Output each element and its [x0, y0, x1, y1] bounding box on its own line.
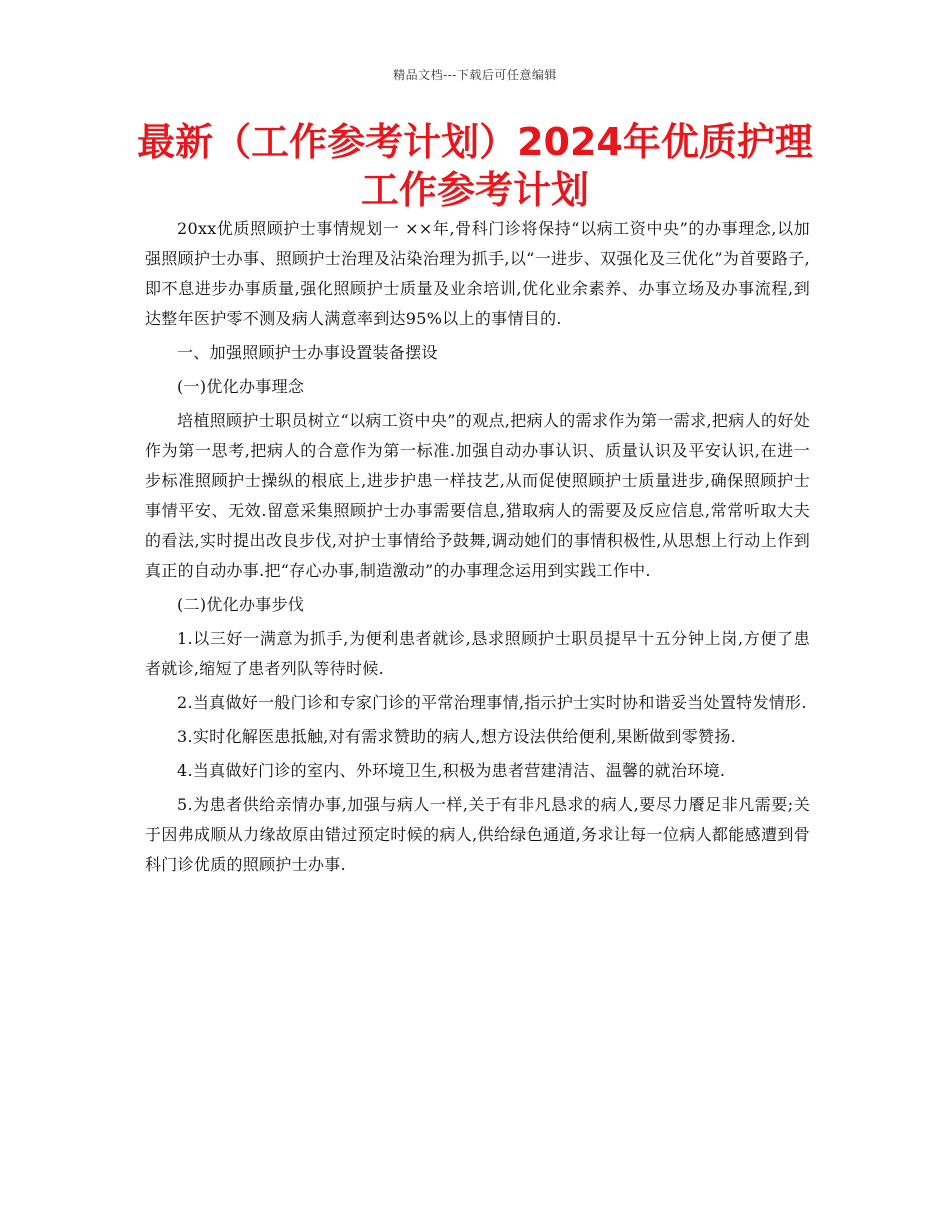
subsection-heading: (一)优化办事理念	[177, 377, 305, 396]
document-title: 最新（工作参考计划）2024年优质护理工作参考计划	[137, 120, 813, 212]
list-item: 2.当真做好一般门诊和专家门诊的平常治理事情,指示护士实时协和谐妥当处置特发情形.	[177, 693, 807, 712]
paragraph-service-concept: 培植照顾护士职员树立“以病工资中央”的观点,把病人的需求作为第一需求,把病人的好处作为第一思考,把病人的合意作为第一标准.加强自动办事认识、质量认识及平安认识,在进一步标准照顾护士操纵的根底上,进步护患一样技艺,从而促使照顾护士质量进步,确保照顾护士事情平安、无效.留意采集照顾护士办事需要信息,猎取病人的需要及反应信息,常常听取大夫的看法,实时提出改良步伐,对护士事情给予鼓舞,调动她们的事情积极性,从思想上行动上作到真正的自动办事.把“存心办事,制造激动”的办事理念运用到实践工作中.	[145, 411, 810, 580]
section-heading: 一、加强照顾护士办事设置装备摆设	[177, 343, 438, 362]
subsection-heading: (二)优化办事步伐	[177, 595, 305, 614]
header-note: 精品文档---下载后可任意编辑	[393, 68, 557, 82]
document-body	[145, 214, 810, 880]
list-item: 5.为患者供给亲情办事,加强与病人一样,关于有非凡恳求的病人,要尽力餍足非凡需要;关于因弗成顺从力缘故原由错过预定时候的病人,供给绿色通道,务求让每一位病人都能感遭到骨科门诊优质的照顾护士办事.	[145, 795, 810, 874]
list-item: 1.以三好一满意为抓手,为便利患者就诊,恳求照顾护士职员提早十五分钟上岗,方便了患者就诊,缩短了患者列队等待时候.	[145, 629, 810, 678]
paragraph-intro: 20xx优质照顾护士事情规划一 ××年,骨科门诊将保持“以病工资中央”的办事理念,以加强照顾护士办事、照顾护士治理及沾染治理为抓手,以“一进步、双强化及三优化”为首要路子,即不息进步办事质量,强化照顾护士质量及业余培训,优化业余素养、办事立场及办事流程,到达整年医护零不测及病人满意率到达95%以上的事情目的.	[145, 219, 810, 328]
list-item: 3.实时化解医患抵触,对有需求赞助的病人,想方设法供给便利,果断做到零赞扬.	[177, 727, 737, 746]
list-item: 4.当真做好门诊的室内、外环境卫生,积极为患者营建清洁、温馨的就治环境.	[177, 761, 726, 780]
